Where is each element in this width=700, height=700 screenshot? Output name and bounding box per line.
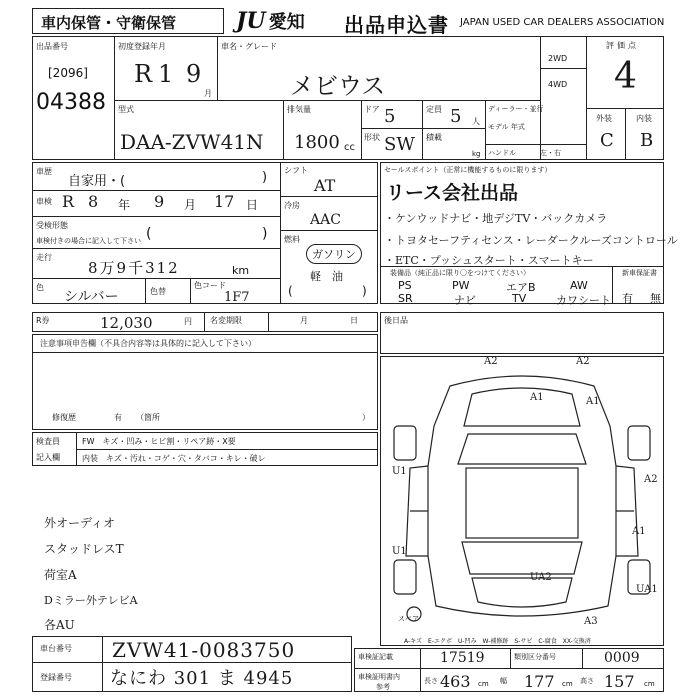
height-value: 157	[604, 672, 635, 691]
seats-label: 定員	[426, 105, 442, 114]
equip-sr[interactable]: SR	[398, 292, 413, 305]
equipment-label: 装備品（純正品に限り〇をつけてください）	[390, 269, 530, 277]
selling-line1: ・ケンウッドナビ・地デジTV・バックカメラ	[384, 212, 608, 225]
inspection-label: 車検	[36, 197, 52, 206]
rear-items-box	[380, 312, 664, 354]
displacement-value: 1800	[294, 132, 340, 153]
mark-rear-a3: A3	[584, 616, 598, 627]
inspector-note-1: 外オーディオ	[44, 516, 116, 530]
region-label: 愛知	[268, 12, 305, 33]
model-value: DAA-ZVW41N	[120, 130, 264, 154]
inspection-era: R	[62, 192, 75, 211]
repair-label: 修復歴	[52, 413, 76, 422]
mileage-label: 走行	[36, 253, 52, 262]
lot-number: 04388	[36, 90, 106, 115]
fuel-close: )	[362, 284, 367, 298]
repair-place: （箇所	[136, 413, 160, 422]
equip-tv[interactable]: TV	[512, 292, 527, 305]
fuel-label: 燃料	[284, 235, 300, 244]
score-label: 評価点	[606, 41, 639, 50]
repair-value: 有	[114, 413, 122, 422]
registration-month: 9	[186, 60, 202, 88]
selling-label: セールスポイント（正常に機能するものに限ります）	[384, 166, 552, 174]
score-int-value: B	[640, 130, 654, 151]
receive-label: 受検形態	[36, 221, 68, 230]
equip-navi[interactable]: ナビ	[454, 294, 476, 307]
width-label: 幅	[500, 677, 507, 685]
length-label: 長さ	[424, 677, 438, 685]
model-class-value: 0009	[604, 650, 640, 666]
mark-right-rear-a1: A1	[632, 526, 646, 537]
inspection-month: 9	[154, 192, 165, 211]
warranty-yes[interactable]: 有	[622, 292, 633, 305]
transfer-month: 月	[300, 316, 308, 325]
inspection-year-unit: 年	[118, 198, 131, 212]
mark-left-u1: U1	[392, 466, 407, 477]
recycle-label: R券	[36, 316, 50, 325]
inspector-int-line: 内装 キズ・汚れ・コゲ・穴・タバコ・キレ・破レ	[82, 454, 266, 463]
reg-label: 車検証記載	[358, 653, 393, 661]
shape-label: 形状	[364, 133, 380, 142]
plate-label: 登録番号	[40, 673, 72, 682]
drive-2wd[interactable]: 2WD	[548, 54, 568, 63]
history-close: )	[262, 170, 268, 185]
inspector-note-2: スタッドレスT	[44, 542, 124, 556]
shift-value: AT	[314, 176, 336, 195]
seats-value: 5	[450, 106, 462, 127]
mark-fender-a1: A1	[586, 396, 600, 407]
dealer-line1: ディーラー・並行	[488, 105, 544, 113]
displacement-unit: cc	[344, 142, 355, 153]
form-title: 出品申込書	[344, 13, 449, 37]
inspection-day: 17	[214, 192, 235, 211]
aircon-label: 冷房	[284, 201, 300, 210]
displacement-label: 排気量	[287, 105, 311, 114]
selling-line3: ・ETC・プッシュスタート・スマートキー	[384, 254, 594, 267]
inspector-note-5: 各AU	[44, 618, 75, 632]
model-label: 型式	[118, 105, 134, 114]
chassis-label: 車台番号	[40, 644, 72, 653]
width-value: 177	[524, 672, 555, 691]
drive-4wd[interactable]: 4WD	[548, 80, 568, 89]
car-name-value: メビウス	[290, 72, 386, 100]
equip-ps[interactable]: PS	[398, 279, 412, 292]
lot-sub-number: [2096]	[48, 66, 88, 80]
registration-label: 初度登録年月	[118, 42, 166, 51]
fuel-open: (	[288, 284, 293, 298]
inspection-month-unit: 月	[184, 198, 197, 212]
mark-right-ua1: UA1	[636, 584, 658, 595]
height-unit: cm	[644, 680, 655, 688]
receive-open: (	[146, 226, 152, 242]
height-label: 高さ	[580, 677, 594, 685]
score-value: 4	[614, 56, 637, 97]
rear-items-label: 後日品	[384, 316, 408, 325]
mark-hood-a1: A1	[530, 392, 544, 403]
notes-label: 注意事項申告欄（不具合内容等は具体的に記入して下さい）	[40, 339, 256, 348]
load-label: 積載	[426, 133, 442, 142]
history-label: 車歴	[36, 167, 52, 176]
storage-box	[32, 8, 224, 34]
registration-year: 1	[158, 60, 174, 88]
equip-power-seat[interactable]: カワシート	[556, 294, 611, 307]
color-label: 色	[36, 283, 44, 292]
shift-label: シフト	[284, 166, 308, 175]
fuel-gasoline[interactable]: ガソリン	[306, 244, 362, 264]
mark-left-rear-u1: U1	[392, 546, 407, 557]
car-name-label: 車名・グレード	[221, 42, 277, 51]
warranty-label: 新車保証書	[622, 269, 657, 277]
transfer-label: 名変期限	[210, 316, 242, 325]
plate-value: なにわ 301 ま 4945	[110, 668, 294, 689]
equip-airbag[interactable]: エアB	[506, 281, 536, 294]
selling-headline: リース会社出品	[386, 182, 519, 204]
mark-rear-ua2: UA2	[530, 572, 552, 583]
selling-line2: ・トヨタセーフティセンス・レーダークルーズコントロール	[384, 234, 678, 247]
score-ext-label: 外装	[596, 114, 612, 123]
length-value: 463	[440, 672, 471, 691]
ju-logo: JU	[236, 8, 266, 34]
doors-value: 5	[384, 106, 396, 127]
handle-label: ハンドル	[488, 149, 516, 157]
doors-label: ドア	[364, 105, 380, 114]
load-unit: kg	[472, 150, 481, 158]
recycle-unit: 円	[184, 317, 192, 326]
aircon-value: AAC	[310, 212, 341, 228]
cert-label: 車検証明書内	[358, 673, 400, 681]
length-unit: cm	[478, 680, 489, 688]
warranty-no[interactable]: 無	[650, 292, 661, 305]
color-value: シルバー	[64, 289, 119, 305]
fuel-diesel[interactable]: 軽 油	[310, 270, 343, 283]
registration-month-unit: 月	[204, 89, 212, 98]
mark-front-a2-left: A2	[484, 356, 498, 367]
transfer-day: 日	[350, 316, 358, 325]
color-code-label: 色コード	[194, 281, 226, 290]
dealer-line2: モデル 年式	[488, 123, 525, 131]
seats-unit: 人	[472, 117, 480, 126]
history-value: 自家用・(	[68, 174, 126, 189]
registration-era: R	[134, 60, 153, 88]
inspector-note-4: Dミラー外テレビA	[44, 594, 138, 607]
inspector-label1: 検査員	[36, 437, 60, 446]
equip-pw[interactable]: PW	[452, 279, 470, 292]
handle-options[interactable]: 左・右	[540, 149, 561, 157]
width-unit: cm	[562, 680, 573, 688]
inspector-note-3: 荷室A	[44, 568, 77, 582]
inspector-fw-line: FW キズ・凹み・ヒビ割・リペア跡・X要	[82, 437, 236, 446]
equip-aw[interactable]: AW	[570, 279, 588, 292]
spare-label: スペア	[398, 615, 419, 623]
lot-label: 出品番号	[36, 42, 68, 51]
reg-value: 17519	[440, 650, 485, 666]
car-diagram	[380, 356, 664, 646]
repair-close: ）	[362, 413, 370, 422]
storage-label: 車内保管・守衛保管	[41, 14, 177, 32]
inspection-year: 8	[88, 192, 99, 211]
mileage-value: 8万9千312	[88, 259, 180, 277]
receive-note: 車検付きの場合に記入して下さい	[36, 237, 141, 245]
score-ext-value: C	[600, 130, 614, 151]
header-logo	[236, 8, 305, 34]
mileage-unit: km	[232, 264, 250, 277]
mark-front-a2-right: A2	[576, 356, 590, 367]
color-code-value: 1F7	[224, 290, 250, 305]
model-class-label: 類別区分番号	[514, 653, 556, 661]
chassis-value: ZVW41-0083750	[112, 638, 296, 662]
recycle-value: 12,030	[100, 314, 153, 332]
association-name: JAPAN USED CAR DEALERS ASSOCIATION	[460, 17, 665, 28]
score-int-label: 内装	[636, 114, 652, 123]
mark-right-a2: A2	[644, 474, 658, 485]
receive-close: )	[262, 226, 268, 242]
color-change-label: 色替	[150, 287, 166, 296]
shape-value: SW	[384, 134, 415, 155]
ref-label: 参考	[376, 683, 390, 691]
inspector-label2: 記入欄	[36, 453, 60, 462]
recycle-row	[32, 312, 378, 332]
damage-legend: A-キズ E-エクボ U-凹み W-補修跡 S-サビ C-腐食 XX-交換済	[404, 638, 591, 645]
inspection-day-unit: 日	[246, 198, 259, 212]
